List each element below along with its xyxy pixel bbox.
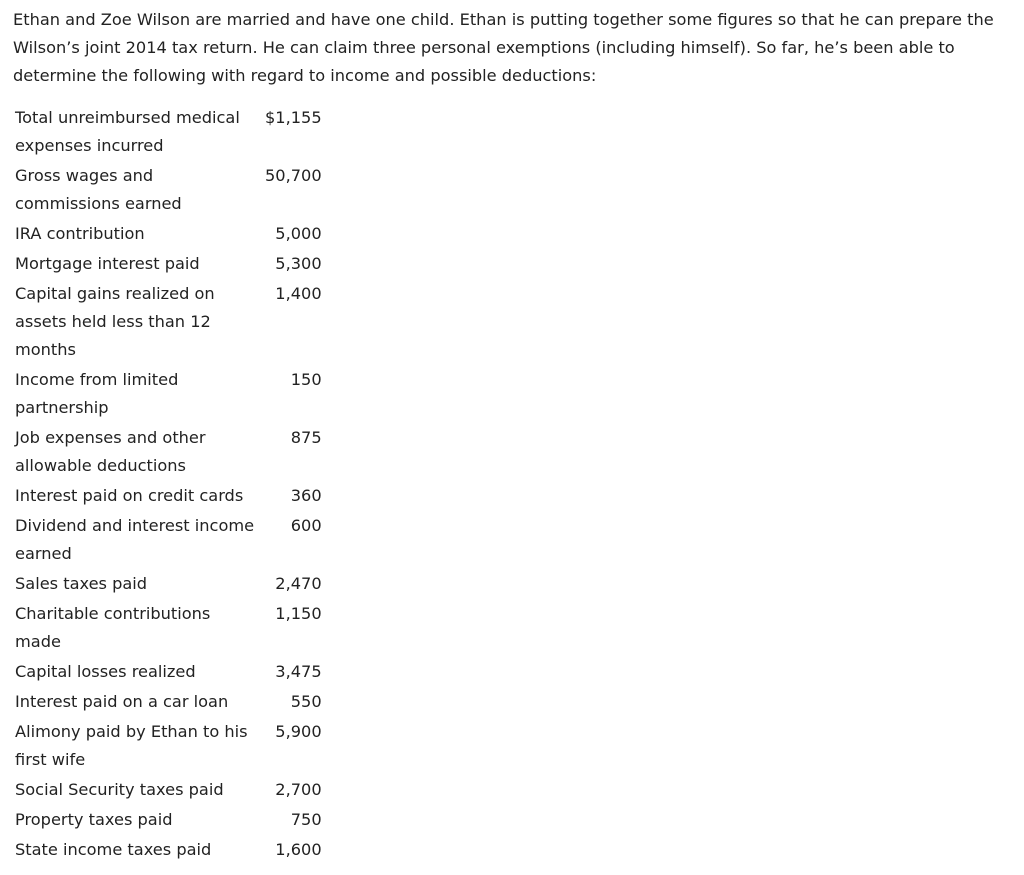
table-row: [15, 805, 322, 835]
item-label: Total unreimbursed medical expenses incurred: [15, 108, 240, 155]
item-value: 3,475: [275, 662, 322, 681]
item-label: Job expenses and other allowable deductions: [15, 428, 206, 475]
problem-intro: Ethan and Zoe Wilson are married and have one child. Ethan is putting together some figures so that he can prepare the Wilson’s joint 2014 tax return. He can claim three personal exemptions (including himself). So far, he’s been able to determine the following with regard to income and possible deductions:: [13, 10, 994, 85]
table-row: [15, 511, 322, 569]
item-value: 50,700: [265, 166, 322, 185]
item-label: Property taxes paid: [15, 810, 173, 829]
item-value: 2,470: [275, 574, 322, 593]
item-label: Mortgage interest paid: [15, 254, 200, 273]
table-row: [15, 775, 322, 805]
table-row: [15, 481, 322, 511]
item-value: 550: [290, 692, 322, 711]
item-label: Charitable contributions made: [15, 604, 211, 651]
item-value: 2,700: [275, 780, 322, 799]
item-value: 600: [290, 516, 322, 535]
table-row: [15, 569, 322, 599]
table-row: [15, 219, 322, 249]
income-deductions-table: [15, 103, 322, 865]
item-label: Social Security taxes paid: [15, 780, 224, 799]
table-row: [15, 599, 322, 657]
item-label: Gross wages and commissions earned: [15, 166, 182, 213]
item-label: IRA contribution: [15, 224, 145, 243]
item-label: Dividend and interest income earned: [15, 516, 255, 563]
item-label: Alimony paid by Ethan to his first wife: [15, 722, 248, 769]
item-value: 875: [290, 428, 322, 447]
item-label: Interest paid on a car loan: [15, 692, 229, 711]
table-row: [15, 249, 322, 279]
table-row: [15, 423, 322, 481]
table-row: [15, 717, 322, 775]
table-row: [15, 657, 322, 687]
item-label: Sales taxes paid: [15, 574, 148, 593]
item-label: Capital losses realized: [15, 662, 196, 681]
table-row: [15, 161, 322, 219]
table-row: [15, 835, 322, 865]
item-value: 750: [290, 810, 322, 829]
item-label: Income from limited partnership: [15, 370, 179, 417]
table-row: [15, 687, 322, 717]
item-value: 1,600: [275, 840, 322, 859]
table-row: [15, 103, 322, 161]
table-row: [15, 365, 322, 423]
item-value: 5,300: [275, 254, 322, 273]
item-value: 5,900: [275, 722, 322, 741]
table-row: [15, 279, 322, 365]
item-value: 360: [290, 486, 322, 505]
item-value: 1,150: [275, 604, 322, 623]
item-label: State income taxes paid: [15, 840, 212, 859]
item-value: 1,400: [275, 284, 322, 303]
item-label: Capital gains realized on assets held less than 12 months: [15, 284, 215, 359]
item-value: 5,000: [275, 224, 322, 243]
item-value: $1,155: [265, 108, 322, 127]
item-label: Interest paid on credit cards: [15, 486, 244, 505]
item-value: 150: [290, 370, 322, 389]
